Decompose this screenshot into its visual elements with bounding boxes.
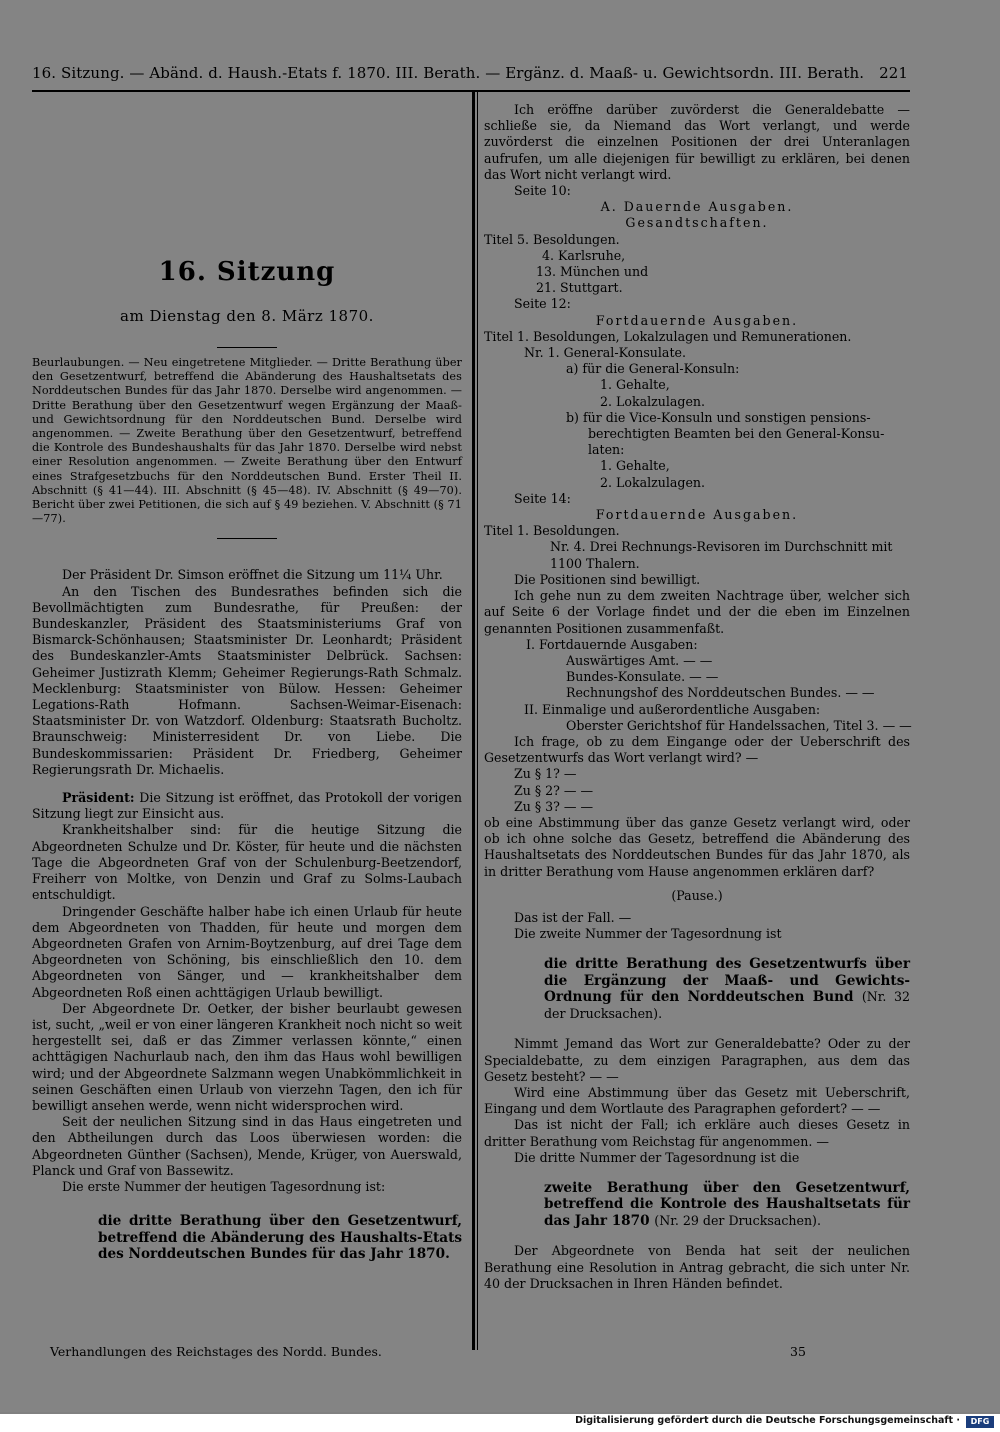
nachtrag-list [484, 637, 910, 734]
paragraph-agenda-3: Die dritte Nummer der Tagesordnung ist die [514, 1149, 800, 1165]
nachtrag-line: I. Fortdauernde Ausgaben: [526, 636, 698, 652]
paragraph-confirm: Das ist der Fall. — [514, 909, 632, 925]
president-text: Die Sitzung ist eröffnet, das Protokoll der vorigen Sitzung liegt zur Einsicht aus. [32, 790, 462, 822]
paragraph-illness: Krankheitshalber sind: für die heutige Sitzung die Abgeordneten Schulze und Dr. Köster, für heute und die nächsten Tage die Abgeordneten Graf von der Schulenburg-Beetzendorf, Freiherr von Moltke, von Denzin und Graf zu Solms-Laubach entschuldigt. [32, 822, 462, 903]
budget-line: Titel 1. Besoldungen. [484, 523, 620, 539]
nachtrag-line: Auswärtiges Amt. — — [566, 652, 713, 668]
paragraph-calls [484, 766, 910, 815]
paragraph-agenda-2: Die zweite Nummer der Tagesordnung ist [514, 926, 782, 942]
nachtrag-line: Rechnungshof des Norddeutschen Bundes. — — [566, 685, 875, 701]
budget-line: Nr. 1. General-Konsulate. [524, 345, 686, 361]
dfg-logo: DFG [966, 1416, 994, 1428]
budget-line: 2. Lokalzulagen. [600, 474, 706, 490]
paragraph-new-members: Seit der neulichen Sitzung sind in das Haus eingetreten und den Abtheilungen durch das Loos überwiesen worden: die Abgeordneten Günther (Sachsen), Mende, Krüger, von Auerswald, Planck und Graf von Bassewitz. [32, 1114, 462, 1178]
budget-line: A. Dauernde Ausgaben. [600, 199, 794, 215]
footer-source: Verhandlungen des Reichstages des Nordd. Bundes. [50, 1344, 382, 1359]
budget-line: Titel 5. Besoldungen. [484, 231, 620, 247]
nachtrag-line: Oberster Gerichtshof für Handelssachen, Titel 3. — — [566, 717, 912, 733]
paragraph-debate-question: Nimmt Jemand das Wort zur Generaldebatte? Oder zu der Specialdebatte, zu dem einzigen Paragraphen, aus dem das Gesetz besteht? — — [484, 1036, 910, 1084]
left-column [32, 100, 462, 1263]
budget-line: Nr. 4. Drei Rechnungs-Revisoren im Durchschnitt mit [550, 539, 893, 555]
agenda-item-2-title [544, 956, 910, 1022]
column-divider [472, 92, 475, 1350]
budget-line: 1. Gehalte, [600, 458, 670, 474]
agenda-item-2-text: die dritte Berathung des Gesetzentwurfs über die Ergänzung der Maaß- und Gewichts-Ordnung für den Norddeutschen Bund [544, 956, 910, 1006]
header-text: 16. Sitzung. — Abänd. d. Haush.-Etats f. 1870. III. Berath. — Ergänz. d. Maaß- u. Gewichtsordn. III. Berath. [32, 64, 865, 82]
title-rule [217, 347, 277, 348]
budget-line: Fortdauernde Ausgaben. [595, 507, 799, 523]
paragraph-nachtrag: Ich gehe nun zu dem zweiten Nachtrage über, welcher sich auf Seite 6 der Vorlage findet und der die eben im Einzelnen genannten Positionen zusammenfaßt. [484, 588, 910, 636]
paragraph-call-line: Zu § 2? — — [514, 782, 594, 798]
paragraph-bundesrat: An den Tischen des Bundesrathes befinden sich die Bevollmächtigten zum Bundesrathe, für Preußen: der Bundeskanzler, Präsident des Staatsministeriums Graf von Bismarck-Schönhausen; Staatsminister Dr. Leonhardt; Präsident des Bundeskanzler-Amts Staatsminister Delbrück. Sachsen: Geheimer Justizrath Klemm; Geheimer Regierungs-Rath Schmalz. Mecklenburg: Staatsminister von Bülow. Hessen: Geheimer Legations-Rath Hofmann. Sachsen-Weimar-Eisenach: Staatsminister Dr. von Watzdorf. Oldenburg: Staatsrath Bucholtz. Braunschweig: Ministerresident Dr. von Liebe. Die Bundeskommissarien: Präsident Dr. Friedberg, Geheimer Regierungsrath Dr. Michaelis. [32, 583, 462, 777]
paragraph-leave: Dringender Geschäfte halber habe ich einen Urlaub für heute dem Abgeordneten von Thadden, für heute und morgen dem Abgeordneten Grafen von Arnim-Boytzenburg, auf drei Tage dem Abgeordneten von Schöning, bis einschließlich den 10. dem Abgeordneten von Sänger, und — krankheitshalber dem Abgeordneten Roß einen achttägigen Urlaub bewilligt. [32, 903, 462, 1000]
footer-sheet-number: 35 [790, 1344, 806, 1359]
paragraph-oetker: Der Abgeordnete Dr. Oetker, der bisher beurlaubt gewesen ist, sucht, „weil er von einer längeren Krankheit noch nicht so weit hergestellt sei, daß er das Zimmer verlassen könnte,“ einen achttägigen Nachurlaub nach, den ihm das Haus wohl bewilligen wird; und der Abgeordnete Salzmann wegen Unabkömmlichkeit in seinen Geschäften einen Urlaub von vierzehn Tagen, den ich für bewilligt ansehen werde, wenn nicht widersprochen wird. [32, 1000, 462, 1113]
paragraph-vote-demand: Wird eine Abstimmung über das Gesetz mit Ueberschrift, Eingang und dem Wortlaute des Paragraphen gefordert? — — [484, 1084, 910, 1117]
paragraph-agenda-1: Die erste Nummer der heutigen Tagesordnung ist: [62, 1178, 386, 1194]
agenda-item-1-title: die dritte Berathung über den Gesetzentwurf, betreffend die Abänderung des Haushalts-Etats des Norddeutschen Bundes für das Jahr 1870. [98, 1213, 462, 1263]
right-column [484, 102, 910, 1292]
budget-line: Seite 12: [514, 296, 571, 312]
budget-line: 4. Karlsruhe, [542, 247, 626, 263]
paragraph-vote-question: ob eine Abstimmung über das ganze Gesetz verlangt wird, oder ob ich ohne solche das Gesetz, betreffend die Abänderung des Haushaltsetats des Norddeutschen Bundes für das Jahr 1870, als in dritter Berathung vom Hause angenommen erklären darf? [484, 814, 910, 879]
summary-rule [217, 538, 277, 539]
budget-line: Gesandtschaften. [625, 215, 769, 231]
budget-line: Die Positionen sind bewilligt. [514, 571, 701, 587]
agenda-item-3-text: zweite Berathung über den Gesetzentwurf, betreffend die Kontrole des Haushaltsetats für das Jahr 1870 [544, 1179, 910, 1229]
credit-text: Digitalisierung gefördert durch die Deutsche Forschungsgemeinschaft · [575, 1415, 960, 1426]
budget-line: 21. Stuttgart. [536, 280, 623, 296]
agenda-item-3-title [544, 1180, 910, 1230]
paragraph-general-debate: Ich eröffne darüber zuvörderst die Generaldebatte — schließe sie, da Niemand das Wort verlangt, und werde zuvörderst die einzelnen Positionen der drei Unteranlagen aufrufen, um alle diejenigen für bewilligt zu erklären, bei denen das Wort nicht verlangt wird. [484, 102, 910, 182]
pause-note: (Pause.) [671, 887, 723, 903]
budget-line: Seite 10: [514, 183, 571, 199]
paragraph-question: Ich frage, ob zu dem Eingange oder der Ueberschrift des Gesetzentwurfs das Wort verlangt wird? — [484, 733, 910, 766]
budget-line: 2. Lokalzulagen. [600, 393, 706, 409]
paragraph-benda: Der Abgeordnete von Benda hat seit der neulichen Berathung eine Resolution in Antrag gebracht, die sich unter Nr. 40 der Drucksachen in Ihren Händen befindet. [484, 1243, 910, 1291]
budget-line: 1. Gehalte, [600, 377, 670, 393]
budget-line: b) für die Vice-Konsuln und sonstigen pensions- [566, 409, 871, 425]
column-divider-thin [477, 92, 478, 1350]
budget-line: Seite 14: [514, 490, 571, 506]
agenda-item-2-ref: (Nr. 32 der Drucksachen). [544, 989, 911, 1021]
paragraph-opening: Der Präsident Dr. Simson eröffnet die Sitzung um 11¼ Uhr. [62, 567, 443, 583]
agenda-item-3-ref: (Nr. 29 der Drucksachen). [654, 1212, 821, 1228]
running-header [32, 64, 908, 82]
budget-line: laten: [588, 442, 625, 458]
budget-line: Titel 1. Besoldungen, Lokalzulagen und Remunerationen. [484, 328, 852, 344]
paragraph-president [32, 790, 462, 822]
budget-line: 1100 Thalern. [550, 555, 640, 571]
paragraph-accepted: Das ist nicht der Fall; ich erkläre auch dieses Gesetz in dritter Berathung vom Reichstag für angenommen. — [484, 1117, 910, 1149]
budget-list [484, 183, 910, 588]
header-rule [32, 90, 910, 92]
budget-line: berechtigten Beamten bei den General-Konsu- [588, 426, 885, 442]
session-date: am Dienstag den 8. März 1870. [120, 307, 374, 325]
paragraph-call-line: Zu § 1? — [514, 766, 577, 782]
session-title: 16. Sitzung [158, 257, 336, 287]
budget-line: Fortdauernde Ausgaben. [595, 312, 799, 328]
nachtrag-line: Bundes-Konsulate. — — [566, 669, 719, 685]
budget-line: 13. München und [536, 264, 649, 280]
budget-line: a) für die General-Konsuln: [566, 361, 740, 377]
session-summary: Beurlaubungen. — Neu eingetretene Mitglieder. — Dritte Berathung über den Gesetzentwurf, betreffend die Abänderung des Haushaltsetats des Norddeutschen Bundes für das Jahr 1870. Derselbe wird angenommen. — Dritte Berathung über den Gesetzentwurf wegen Ergänzung der Maaß- und Gewichtsordnung für den Norddeutschen Bund. Derselbe wird angenommen. — Zweite Berathung über den Gesetzentwurf, betreffend die Kontrole des Bundeshaushalts für das Jahr 1870. Derselbe wird nebst einer Resolution angenommen. — Zweite Berathung über den Entwurf eines Strafgesetzbuchs für den Norddeutschen Bund. Erster Theil II. Abschnitt (§ 41—44). III. Abschnitt (§ 45—48). IV. Abschnitt (§ 49—70). Bericht über zwei Petitionen, die sich auf § 49 beziehen. V. Abschnitt (§ 71—77). [32, 356, 462, 526]
nachtrag-line: II. Einmalige und außerordentliche Ausgaben: [524, 701, 821, 717]
page-number: 221 [879, 64, 908, 82]
speaker-label: Präsident: [62, 790, 135, 806]
paragraph-call-line: Zu § 3? — — [514, 798, 594, 814]
